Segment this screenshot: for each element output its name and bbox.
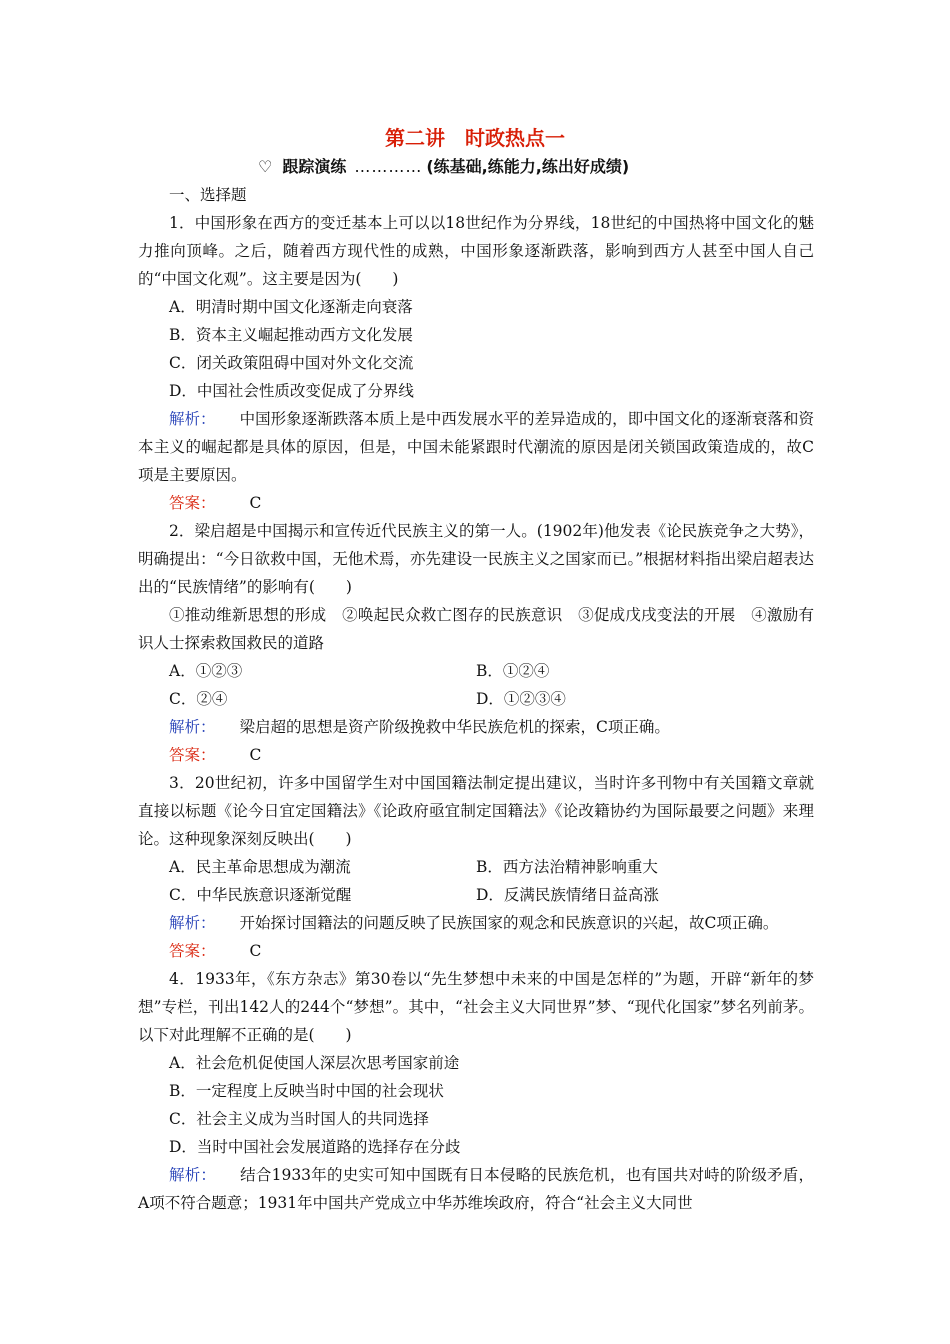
question-2-option-a: A．①②③ [169,662,243,680]
analysis-label: 解析： [169,914,216,932]
answer-value: C [249,942,262,960]
question-2-option-b: B．①②④ [476,662,550,680]
question-2-stem: 2．梁启超是中国揭示和宣传近代民族主义的第一人。(1902年)他发表《论民族竞争之大势》，明确提出：“今日欲救中国，无他术焉，亦先建设一民族主义之国家而已。”根据材料指出梁启超表达出的“民族情绪”的影响有( ) [138,522,814,596]
analysis-text: 开始探讨国籍法的问题反映了民族国家的观念和民族意识的兴起，故C项正确。 [239,914,779,932]
answer-label: 答案： [169,494,216,512]
answer-value: C [249,746,262,764]
question-1-option-b: B．资本主义崛起推动西方文化发展 [169,326,413,344]
question-4-option-d: D．当时中国社会发展道路的选择存在分歧 [169,1138,461,1156]
analysis-label: 解析： [169,1166,217,1184]
answer-value: C [249,494,262,512]
question-3-option-c: C．中华民族意识逐渐觉醒 [169,886,352,904]
question-3-option-b: B．西方法治精神影响重大 [476,858,658,876]
question-2-option-c: C．②④ [169,690,228,708]
question-2-options-row-2 [138,685,814,713]
heart-icon: ♡ [258,157,273,176]
answer-label: 答案： [169,942,216,960]
question-2-answer [138,741,814,769]
analysis-label: 解析： [169,410,216,428]
question-3-stem: 3．20世纪初，许多中国留学生对中国国籍法制定提出建议，当时许多刊物中有关国籍文章就直接以标题《论今日宜定国籍法》《论政府亟宜制定国籍法》《论改籍协约为国际最要之问题》来理论。这种现象深刻反映出( ) [138,774,814,848]
question-3-options-row-1 [138,853,814,881]
question-3-analysis [138,909,814,937]
question-1-option-a: A．明清时期中国文化逐渐走向衰落 [169,298,413,316]
analysis-text: 中国形象逐渐跌落本质上是中西发展水平的差异造成的，即中国文化的逐渐衰落和资本主义的崛起都是具体的原因，但是，中国未能紧跟时代潮流的原因是闭关锁国政策造成的，故C项是主要原因。 [138,410,814,484]
question-4-option-c: C．社会主义成为当时国人的共同选择 [169,1110,429,1128]
question-1-option-d: D．中国社会性质改变促成了分界线 [169,382,414,400]
subtitle-dots: ………… [354,157,423,176]
analysis-label: 解析： [169,718,216,736]
analysis-text: 梁启超的思想是资产阶级挽救中华民族危机的探索，C项正确。 [239,718,670,736]
section-subtitle [258,154,629,177]
question-4-option-b: B．一定程度上反映当时中国的社会现状 [169,1082,444,1100]
question-2-options-row-1 [138,657,814,685]
subtitle-note: (练基础,练能力,练出好成绩) [426,157,630,176]
section-heading: 一、选择题 [169,186,247,204]
question-1-analysis [138,405,814,489]
page-title: 第二讲 时政热点一 [385,126,565,150]
subtitle-label: 跟踪演练 [282,157,347,176]
question-1-option-c: C．闭关政策阻碍中国对外文化交流 [169,354,414,372]
document-body [138,181,814,1217]
analysis-text: 结合1933年的史实可知中国既有日本侵略的民族危机，也有国共对峙的阶级矛盾，A项不符合题意；1931年中国共产党成立中华苏维埃政府，符合“社会主义大同世 [138,1166,814,1212]
question-3-option-d: D．反满民族情绪日益高涨 [476,886,659,904]
question-1-stem: 1．中国形象在西方的变迁基本上可以以18世纪作为分界线，18世纪的中国热将中国文化的魅力推向顶峰。之后，随着西方现代性的成熟，中国形象逐渐跌落，影响到西方人甚至中国人自己的“中国文化观”。这主要是因为( ) [138,214,814,288]
answer-label: 答案： [169,746,216,764]
question-1-answer [138,489,814,517]
question-3-option-a: A．民主革命思想成为潮流 [169,858,351,876]
question-3-options-row-2 [138,881,814,909]
question-3-answer [138,937,814,965]
question-2-items: ①推动维新思想的形成 ②唤起民众救亡图存的民族意识 ③促成戊戌变法的开展 ④激励有识人士探索救国救民的道路 [138,606,814,652]
question-4-analysis [138,1161,814,1217]
question-2-analysis [138,713,814,741]
question-4-option-a: A．社会危机促使国人深层次思考国家前途 [169,1054,460,1072]
question-2-option-d: D．①②③④ [476,690,566,708]
question-4-stem: 4．1933年，《东方杂志》第30卷以“先生梦想中未来的中国是怎样的”为题，开辟“新年的梦想”专栏，刊出142人的244个“梦想”。其中，“社会主义大同世界”梦、“现代化国家”梦名列前茅。以下对此理解不正确的是( ) [138,970,814,1044]
